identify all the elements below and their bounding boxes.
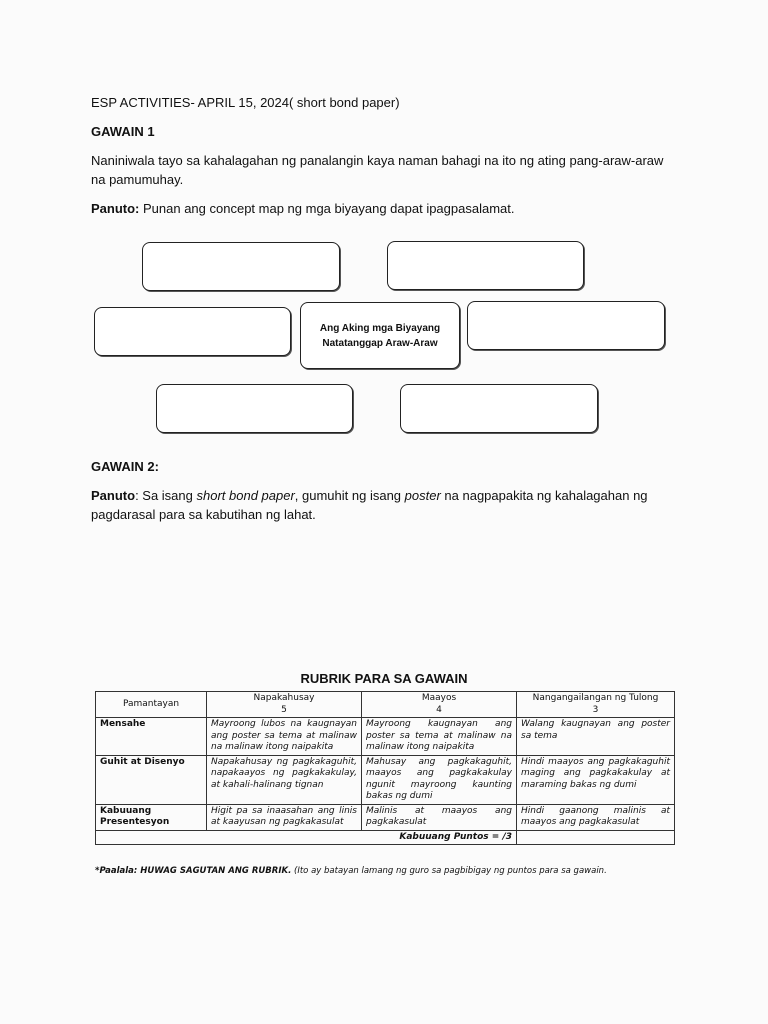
rubric-table: [95, 691, 675, 845]
panuto-text: Punan ang concept map ng mga biyayang dapat ipagpasalamat.: [139, 201, 515, 216]
gawain2-text-2: , gumuhit ng isang: [294, 488, 405, 503]
rubric-cell: Mahusay ang pagkakaguhit, maayos ang pagkakakulay ngunit mayroong kaunting bakas ng dumi: [362, 755, 517, 804]
header-col2-label: Maayos: [421, 693, 457, 703]
note-bold: *Paalala: HUWAG SAGUTAN ANG RUBRIK.: [95, 866, 292, 876]
total-points: Kabuuang Puntos = /3: [96, 830, 517, 845]
table-row: [96, 755, 675, 804]
table-row: [96, 718, 675, 756]
total-row: [96, 830, 675, 845]
header-col2: [362, 692, 517, 718]
gawain1-panuto: [91, 199, 515, 218]
concept-box-middle-left[interactable]: [94, 307, 291, 356]
gawain1-paragraph: Naniniwala tayo sa kahalagahan ng panalangin kaya naman bahagi na ito ng ating pang-araw-araw na pamumuhay.: [91, 153, 664, 187]
rubric-cell: Mayroong kaugnayan ang poster sa tema at malinaw na malinaw itong naipakita: [362, 718, 517, 756]
rubric-cell: Hindi gaanong malinis at maayos ang pagkakasulat: [517, 804, 675, 830]
gawain2-panuto-label: Panuto: [91, 488, 136, 503]
rubric-cell: Mayroong lubos na kaugnayan ang poster sa tema at malinaw na malinaw itong naipakita: [207, 718, 362, 756]
concept-map-center: [300, 302, 460, 369]
center-box-line1: Ang Aking mga Biyayang: [319, 322, 441, 334]
header-col1-score: 5: [281, 704, 287, 715]
gawain1-title: GAWAIN 1: [91, 124, 155, 139]
rubric-cell: Walang kaugnayan ang poster sa tema: [517, 718, 675, 756]
total-blank-cell: [517, 830, 675, 845]
header-col3: [517, 692, 675, 718]
gawain2-em-1: short bond paper: [196, 488, 295, 503]
rubric-cell: Malinis at maayos ang pagkakasulat: [362, 804, 517, 830]
criteria-cell: Guhit at Disenyo: [96, 755, 207, 804]
header-col2-score: 4: [436, 704, 442, 715]
concept-box-bottom-right[interactable]: [400, 384, 598, 433]
gawain2-panuto: [91, 486, 661, 524]
header-criteria: Pamantayan: [96, 692, 207, 718]
header-col3-label: Nangangailangan ng Tulong: [532, 693, 659, 703]
criteria-cell: Mensahe: [96, 718, 207, 756]
gawain2-text-1: : Sa isang: [135, 488, 197, 503]
rubric-cell: Higit pa sa inaasahan ang linis at kaayusan ng pagkakasulat: [207, 804, 362, 830]
concept-box-top-left[interactable]: [142, 242, 340, 291]
rubric-note: [95, 866, 695, 876]
header-col1: [207, 692, 362, 718]
header-col1-label: Napakahusay: [253, 693, 315, 703]
gawain2-text-3: na nagpapakita ng kahalagahan ng pagdarasal para sa kabutihan ng lahat.: [91, 488, 648, 522]
panuto-label: Panuto:: [91, 201, 140, 216]
criteria-cell: Kabuuang Presentesyon: [96, 804, 207, 830]
concept-box-middle-right[interactable]: [467, 301, 665, 350]
table-row: [96, 804, 675, 830]
concept-box-bottom-left[interactable]: [156, 384, 353, 433]
note-text: (Ito ay batayan lamang ng guro sa pagbibigay ng puntos para sa gawain.: [291, 866, 607, 876]
gawain2-em-2: poster: [404, 488, 441, 503]
center-box-line2: Natatanggap Araw-Araw: [322, 337, 438, 349]
header-col3-score: 3: [592, 704, 599, 715]
document-header: ESP ACTIVITIES- APRIL 15, 2024( short bond paper): [91, 95, 400, 110]
rubric-cell: Napakahusay ng pagkakaguhit, napakaayos ng pagkakakulay, at kahali-halinang tignan: [207, 755, 362, 804]
concept-box-top-right[interactable]: [387, 241, 584, 290]
rubrik-title: RUBRIK PARA SA GAWAIN: [300, 671, 468, 686]
rubric-header-row: [96, 692, 675, 718]
gawain2-title: GAWAIN 2:: [91, 459, 159, 474]
rubric-cell: Hindi maayos ang pagkakaguhit maging ang pagkakakulay at maraming bakas ng dumi: [517, 755, 675, 804]
